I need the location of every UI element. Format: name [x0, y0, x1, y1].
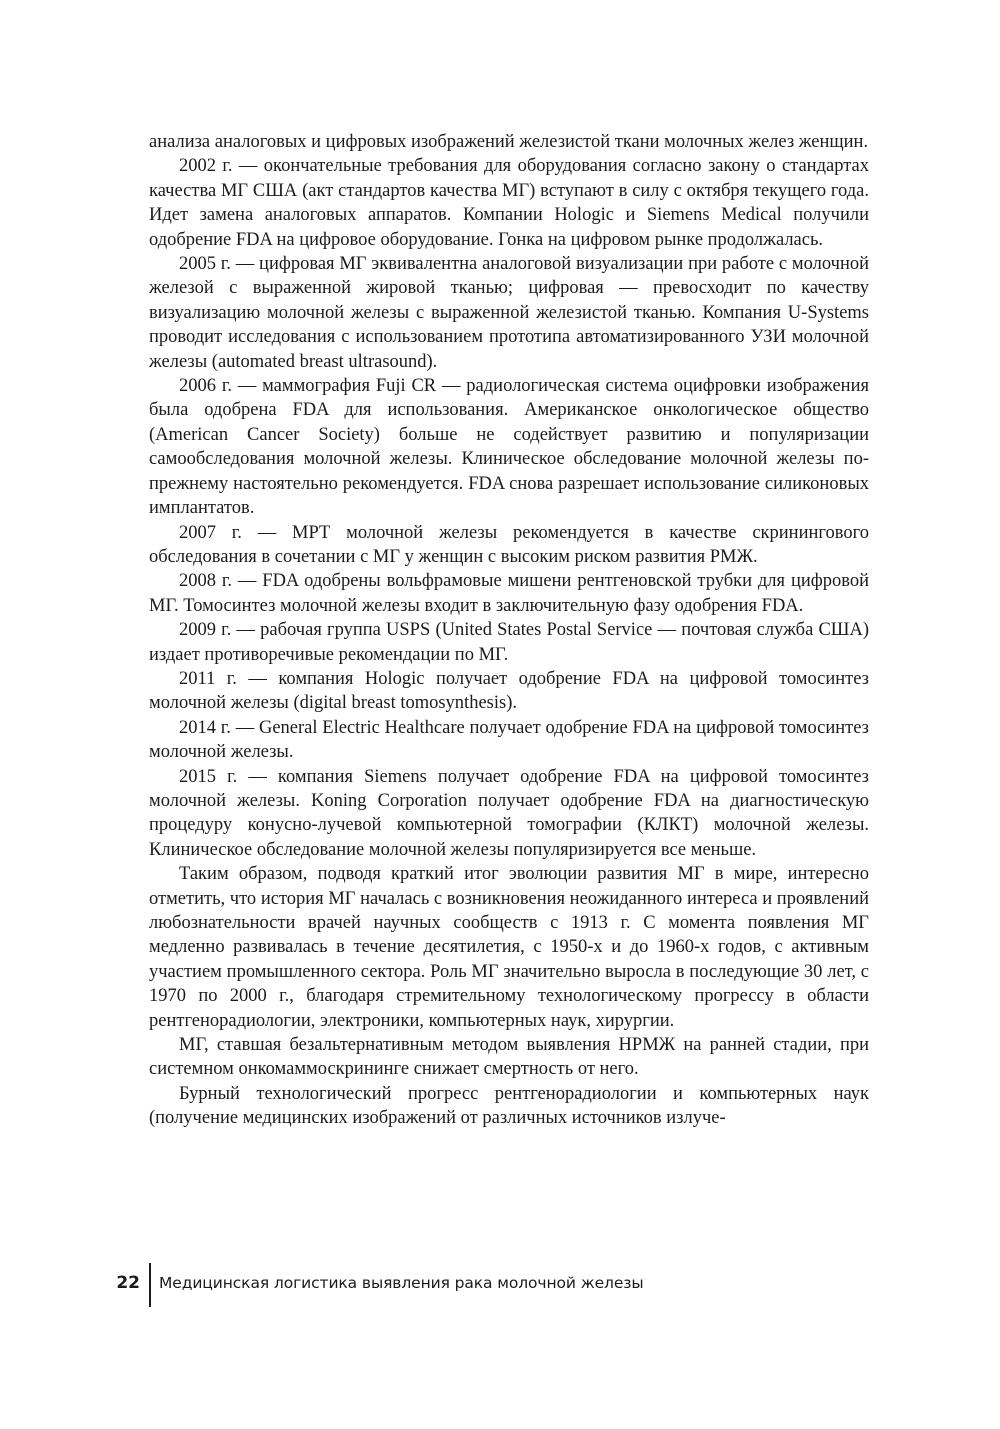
paragraph-2014: 2014 г. — General Electric Healthcare получает одобрение FDA на цифровой томосинтез молочной железы. — [149, 717, 869, 763]
paragraph-2006: 2006 г. — маммография Fuji CR — радиологическая система оцифровки изображения была одобрена FDA для использования. Американское онкологическое общество (American Cancer Society) больше не содействует развитию и популяризации самообследования молочной железы. Клиническое обследование молочной железы по-прежнему настоятельно рекомендуется. FDA снова разрешает использование силиконовых имплантатов. — [149, 376, 869, 519]
paragraph-2011: 2011 г. — компания Hologic получает одобрение FDA на цифровой томосинтез молочной железы (digital breast tomosynthesis). — [149, 668, 869, 714]
paragraph-2008: 2008 г. — FDA одобрены вольфрамовые мишени рентгеновской трубки для цифровой МГ. Томосинтез молочной железы входит в заключительную фазу одобрения FDA. — [149, 571, 869, 616]
footer-divider — [149, 1263, 151, 1307]
paragraph-2015: 2015 г. — компания Siemens получает одобрение FDA на цифровой томосинтез молочной железы. Koning Corporation получает одобрение FDA на диагностическую процедуру конусно-лучевой компьютерной томографии (КЛКТ) молочной железы. Клиническое обследование молочной железы популяризируется все меньше. — [149, 766, 869, 860]
page-number: 22 — [116, 1273, 140, 1293]
paragraph-tech-progress: Бурный технологический прогресс рентгенорадиологии и компьютерных наук (получение медицинских изображений от различных источников излуче- — [149, 1083, 869, 1129]
body-text — [149, 130, 869, 1131]
paragraph-summary: Таким образом, подводя краткий итог эволюции развития МГ в мире, интересно отметить, что история МГ началась с возникновения неожиданного интереса и проявлений любознательности врачей научных сообществ с 1913 г. С момента появления МГ медленно развивалась в течение десятилетия, с 1950-х и до 1960-х годов, с активным участием промышленного сектора. Роль МГ значительно выросла в последующие 30 лет, с 1970 по 2000 г., благодаря стремительному технологическому прогрессу в области рентгенорадиологии, электроники, компьютерных наук, хирургии. — [149, 864, 869, 1031]
page-footer — [108, 1263, 868, 1307]
running-title: Медицинская логистика выявления рака молочной железы — [159, 1274, 644, 1292]
paragraph-2002: 2002 г. — окончательные требования для оборудования согласно закону о стандартах качества МГ США (акт стандартов качества МГ) вступают в силу с октября текущего года. Идет замена аналоговых аппаратов. Компании Hologic и Siemens Medical получили одобрение FDA на цифровое оборудование. Гонка на цифровом рынке продолжалась. — [149, 156, 869, 250]
paragraph-2007: 2007 г. — МРТ молочной железы рекомендуется в качестве скринингового обследования в сочетании с МГ у женщин с высоким риском развития РМЖ. — [149, 522, 869, 567]
paragraph-2009: 2009 г. — рабочая группа USPS (United States Postal Service — почтовая служба США) издает противоречивые рекомендации по МГ. — [149, 620, 869, 665]
paragraph-continuation: анализа аналоговых и цифровых изображений железистой ткани молочных желез женщин. — [149, 132, 869, 152]
paragraph-mg-screening: МГ, ставшая безальтернативным методом выявления НРМЖ на ранней стадии, при системном онкомаммоскрининге снижает смертность от него. — [149, 1035, 869, 1080]
paragraph-2005: 2005 г. — цифровая МГ эквивалентна аналоговой визуализации при работе с молочной железой с выраженной жировой тканью; цифровая — превосходит по качеству визуализацию молочной железы с выраженной железистой тканью. Компания U-Systems проводит исследования с использованием прототипа автоматизированного УЗИ молочной железы (automated breast ultrasound). — [149, 254, 869, 372]
